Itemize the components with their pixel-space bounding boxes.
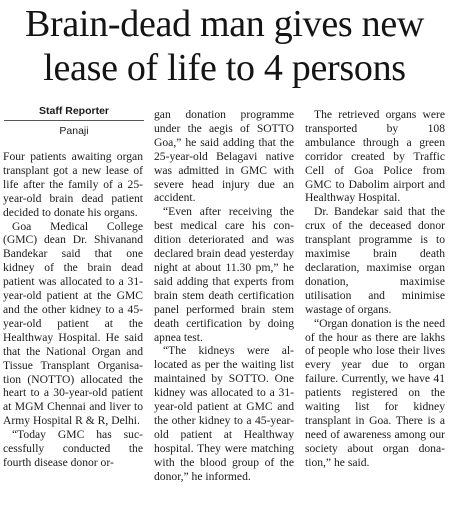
- paragraph: “Organ donation is the need of the hour as there are lakhs of people who lose their lives every year due to organ failure. Currently, we have 41 patients registered on the waiting list for kidney transplant in Goa. There is a need of awareness among our society about organ donation,” he said.: [305, 316, 445, 469]
- headline-line-1: Brain-dead man gives new: [24, 3, 425, 45]
- paragraph: “The kidneys were allocated as per the waiting list maintained by SOTTO. One kidney was allocated to a 31-year-old patient at GMC and the other kidney to a 45-year-old patient at Healthway hospital. They were matching with the blood group of the donor,” he informed.: [154, 344, 294, 483]
- paragraph: Goa Medical College (GMC) dean Dr. Shivanand Bandekar said that one kidney of the brain dead patient was allocated to a 31-year-old patient at the GMC and the other kidney to a 45-year-old patient at the Healthway Hospital. He said that the National Organ and Tissue Transplant Organisation (NOTTO) allocated the heart to a 30-year-old patient at MGM Chennai and liver to Army Hospital R & R, Delhi.: [3, 219, 143, 428]
- article-column-1: [3, 150, 143, 470]
- paragraph: gan donation programme under the aegis of SOTTO Goa,” he said adding that the 25-year-old Belagavi native was admitted in GMC with severe head injury due an accident.: [154, 108, 294, 205]
- headline-line-2: lease of life to 4 persons: [43, 47, 406, 89]
- dateline: Panaji: [59, 125, 89, 137]
- paragraph: “Today GMC has successfully conducted the fourth disease donor or-: [3, 428, 143, 469]
- article-column-3: [305, 108, 445, 470]
- paragraph: Four patients awaiting organ transplant got a new lease of life after the family of a 25-year-old brain dead patient decided to donate his organs.: [3, 150, 143, 219]
- paragraph: The retrieved organs were transported by 108 ambulance through a green corridor created by Traffic Cell of Goa Police from GMC to Dabolim airport and Healthway Hospital.: [305, 108, 445, 205]
- byline: Staff Reporter: [4, 104, 144, 121]
- byline-block: [4, 104, 144, 138]
- paragraph: “Even after receiving the best medical care his condition deteriorated and was declared brain dead yesterday night at about 11.30 pm,” he said adding that experts from brain stem death certification panel performed brain stem death certification by doing apnea test.: [154, 205, 294, 344]
- headline: [0, 2, 449, 90]
- paragraph: Dr. Bandekar said that the crux of the deceased donor transplant programme is to maximise brain death declaration, maximise organ donation, maximise utilisation and minimise wastage of organs.: [305, 205, 445, 316]
- article-column-2: [154, 108, 294, 483]
